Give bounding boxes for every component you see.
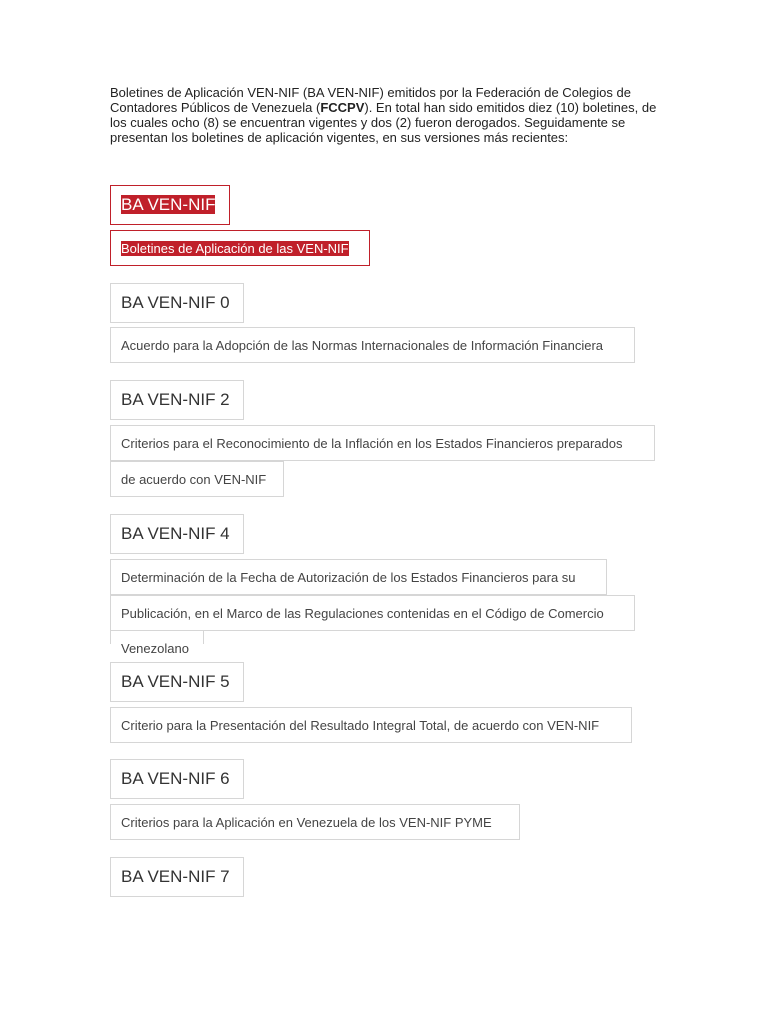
bulletin-code-box <box>110 857 244 897</box>
section-title: BA VEN-NIF <box>121 195 216 214</box>
bulletin-title-box <box>110 630 204 656</box>
intro-text-after: ). En total han sido emitidos diez (10) boletines, de los cuales ocho (8) se encuentran vigentes y dos (2) fueron derogados. Seguidamente se presentan los boletines de aplicación vigentes, en sus versiones más recientes: <box>110 100 657 145</box>
bulletin-code: BA VEN-NIF 7 <box>121 867 230 886</box>
bulletin-code-box <box>110 662 244 702</box>
bulletin-code: BA VEN-NIF 0 <box>121 293 230 312</box>
bulletin-title-line: Acuerdo para la Adopción de las Normas Internacionales de Información Financiera <box>121 338 603 353</box>
section-subtitle-box <box>110 230 370 266</box>
bulletin-title-line: Determinación de la Fecha de Autorización de los Estados Financieros para su <box>121 570 576 585</box>
bulletin-title-box <box>110 425 655 461</box>
bulletin-code-box <box>110 514 244 554</box>
bulletin-title-box <box>110 595 635 631</box>
intro-bold-acronym: FCCPV <box>320 100 365 115</box>
bulletin-title-line: Criterios para el Reconocimiento de la Inflación en los Estados Financieros preparados <box>121 436 623 451</box>
bulletin-title-line: Venezolano <box>121 641 189 656</box>
bulletin-code: BA VEN-NIF 4 <box>121 524 230 543</box>
bulletin-title-line: de acuerdo con VEN-NIF <box>121 472 267 487</box>
bulletin-code: BA VEN-NIF 2 <box>121 390 230 409</box>
section-subtitle: Boletines de Aplicación de las VEN-NIF <box>121 241 349 256</box>
bulletin-title-box <box>110 461 284 497</box>
bulletin-title-box <box>110 559 607 595</box>
bulletin-code: BA VEN-NIF 5 <box>121 672 230 691</box>
bulletin-title-box <box>110 707 632 743</box>
intro-paragraph <box>110 85 670 145</box>
bulletin-title-line: Criterios para la Aplicación en Venezuela de los VEN-NIF PYME <box>121 815 492 830</box>
bulletin-title-line: Criterio para la Presentación del Resultado Integral Total, de acuerdo con VEN-NIF <box>121 718 600 733</box>
bulletin-title-line: Publicación, en el Marco de las Regulaciones contenidas en el Código de Comercio <box>121 606 604 621</box>
bulletin-title-box <box>110 327 635 363</box>
section-title-box <box>110 185 230 225</box>
bulletin-code-box <box>110 283 244 323</box>
bulletin-code-box <box>110 380 244 420</box>
bulletin-code-box <box>110 759 244 799</box>
bulletin-title-box <box>110 804 520 840</box>
intro-text-before: Boletines de Aplicación VEN-NIF (BA VEN-NIF) emitidos por la Federación de Colegios de Contadores Públicos de Venezuela ( <box>110 85 631 115</box>
bulletin-code: BA VEN-NIF 6 <box>121 769 230 788</box>
